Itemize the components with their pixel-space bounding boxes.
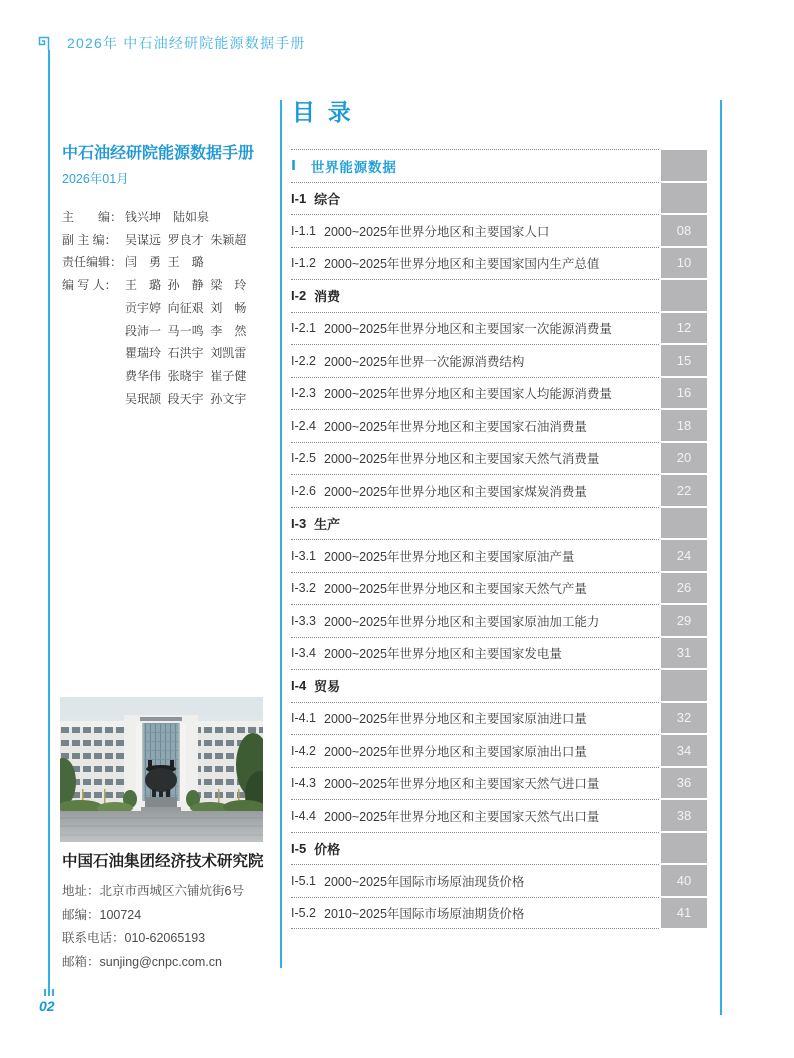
toc-row-title: 2010~2025年国际市场原油期货价格 [324, 906, 525, 921]
toc-row-text [291, 149, 659, 182]
toc-page-box: 20 [661, 443, 707, 474]
toc-row-id: I-4.3 [291, 776, 317, 791]
toc-row-title: 世界能源数据 [310, 159, 397, 175]
toc-row-title: 2000~2025年世界分地区和主要国家煤炭消费量 [324, 484, 587, 499]
toc-page-box: 15 [661, 345, 707, 376]
toc-row-title: 2000~2025年世界分地区和主要国家原油进口量 [324, 712, 587, 727]
toc-title: 目 录 [292, 99, 351, 125]
toc-row-id: I-3.2 [291, 581, 317, 596]
editor-role-label: 副 主 编： [62, 232, 117, 247]
toc-row-text [291, 182, 659, 215]
toc-row[interactable] [291, 832, 707, 865]
toc-row-text [291, 799, 659, 832]
editor-role-label [62, 320, 125, 343]
toc-row-id: I-1.2 [291, 256, 317, 271]
toc-page-box [661, 833, 707, 864]
editor-names: 瞿瑞玲 石洪宇 刘凯雷 [125, 346, 247, 361]
editor-names: 段沛一 马一鸣 李 然 [125, 323, 247, 338]
toc-page-box: 26 [661, 573, 707, 604]
toc-row-title: 2000~2025年世界分地区和主要国家天然气消费量 [324, 452, 600, 467]
page-number: 02 [39, 998, 55, 1014]
editor-role-label [62, 342, 125, 365]
toc-row[interactable] [291, 539, 707, 572]
contact-line-postcode: 邮编：100724 [62, 907, 142, 922]
toc-row[interactable] [291, 669, 707, 702]
toc-row-text [291, 702, 659, 735]
toc-row-text [291, 767, 659, 800]
toc-row[interactable] [291, 214, 707, 247]
toc-row-title: 2000~2025年世界分地区和主要国家国内生产总值 [324, 257, 600, 272]
toc-row-text [291, 604, 659, 637]
toc-row-id: I-3.1 [291, 548, 317, 563]
edition-date: 2026年01月 [62, 172, 129, 186]
toc-page-box: 22 [661, 475, 707, 506]
editor-names: 费华伟 张晓宇 崔子健 [125, 368, 247, 383]
editor-line [62, 206, 246, 229]
toc-row-id: I-3 [291, 515, 307, 531]
toc-row-text [291, 669, 659, 702]
toc-row-id: I-1 [291, 190, 307, 206]
toc-row-id: I-4 [291, 678, 307, 694]
toc-row[interactable] [291, 702, 707, 735]
toc-row-title: 2000~2025年世界分地区和主要国家原油出口量 [324, 744, 587, 759]
toc-page-box: 40 [661, 865, 707, 896]
editor-role-label [62, 365, 125, 388]
toc-row[interactable] [291, 799, 707, 832]
toc-row[interactable] [291, 637, 707, 670]
toc-page-box: 16 [661, 378, 707, 409]
toc-row-text [291, 279, 659, 312]
toc-row-title: 消费 [314, 289, 341, 305]
organization-name: 中国石油集团经济技术研究院 [62, 853, 264, 870]
editor-names: 吴珉颉 段天宇 孙文宇 [125, 391, 247, 406]
editor-role-label: 责任编辑： [62, 255, 123, 270]
page-header-title: 2026年 中石油经研院能源数据手册 [67, 35, 306, 51]
toc-page-box [661, 670, 707, 701]
editor-line [62, 320, 246, 343]
editor-role-label: 编 写 人： [62, 278, 117, 293]
toc-row[interactable] [291, 409, 707, 442]
toc-row[interactable] [291, 182, 707, 215]
toc-page-box: 29 [661, 605, 707, 636]
toc-row-id: I-2.2 [291, 353, 317, 368]
toc-page-box [661, 183, 707, 214]
toc-page-box: 18 [661, 410, 707, 441]
toc-row-title: 2000~2025年世界分地区和主要国家人均能源消费量 [324, 387, 612, 402]
toc-row[interactable] [291, 442, 707, 475]
toc-row-text [291, 539, 659, 572]
toc-row[interactable] [291, 897, 707, 930]
toc-row-title: 2000~2025年国际市场原油现货价格 [324, 874, 525, 889]
toc-row-id: I-5.1 [291, 873, 317, 888]
toc-row-id: I-2.3 [291, 386, 317, 401]
editor-names: 王 璐 孙 静 梁 玲 [125, 278, 247, 293]
toc-row[interactable] [291, 149, 707, 182]
toc-page-box: 36 [661, 768, 707, 799]
toc-row[interactable] [291, 767, 707, 800]
contact-block [62, 880, 244, 974]
toc-row-title: 价格 [314, 841, 341, 857]
toc-row[interactable] [291, 247, 707, 280]
toc-row-text [291, 247, 659, 280]
toc-row[interactable] [291, 572, 707, 605]
toc-row[interactable] [291, 377, 707, 410]
toc-row[interactable] [291, 344, 707, 377]
toc-page-box: 32 [661, 703, 707, 734]
toc-row-title: 2000~2025年世界分地区和主要国家人口 [324, 224, 550, 239]
editor-role-label [62, 297, 125, 320]
toc-row-title: 2000~2025年世界分地区和主要国家天然气进口量 [324, 777, 600, 792]
toc-page-box: 10 [661, 248, 707, 279]
toc-row-title: 2000~2025年世界分地区和主要国家原油产量 [324, 549, 575, 564]
editor-role-label [62, 388, 125, 411]
toc-row-title: 2000~2025年世界分地区和主要国家天然气产量 [324, 582, 587, 597]
editor-names: 吴谋远 罗良才 朱颖超 [125, 232, 247, 247]
editor-line [62, 274, 246, 297]
toc-row-text [291, 312, 659, 345]
footer-bars-icon [44, 986, 54, 996]
toc-row-id: I-2.1 [291, 321, 317, 336]
toc-row[interactable] [291, 864, 707, 897]
toc-row-text [291, 637, 659, 670]
toc-row-id: I-2.6 [291, 483, 317, 498]
toc-row-text [291, 864, 659, 897]
toc-row-text [291, 214, 659, 247]
toc-row-title: 综合 [314, 191, 341, 207]
editor-line [62, 342, 246, 365]
toc-row[interactable] [291, 507, 707, 540]
toc-row-text [291, 377, 659, 410]
toc-row-id: I-4.2 [291, 743, 317, 758]
toc-row-id: Ⅰ [291, 157, 297, 173]
toc-list [291, 149, 707, 929]
toc-page-box [661, 508, 707, 539]
toc-row-id: I-4.1 [291, 711, 317, 726]
toc-row-id: I-3.3 [291, 613, 317, 628]
toc-row-id: I-5 [291, 840, 307, 856]
toc-row[interactable] [291, 312, 707, 345]
toc-row-text [291, 474, 659, 507]
toc-row-title: 2000~2025年世界分地区和主要国家原油加工能力 [324, 614, 600, 629]
toc-row[interactable] [291, 279, 707, 312]
toc-page-box [661, 150, 707, 181]
toc-page-box: 08 [661, 215, 707, 246]
toc-row-title: 2000~2025年世界一次能源消费结构 [324, 354, 525, 369]
toc-row-title: 2000~2025年世界分地区和主要国家天然气出口量 [324, 809, 600, 824]
toc-row-id: I-2 [291, 288, 307, 304]
toc-row-title: 2000~2025年世界分地区和主要国家一次能源消费量 [324, 322, 612, 337]
toc-row-text [291, 832, 659, 865]
toc-row[interactable] [291, 474, 707, 507]
toc-row-text [291, 572, 659, 605]
toc-page-box: 31 [661, 638, 707, 669]
toc-row-text [291, 409, 659, 442]
editor-names: 闫 勇 王 璐 [125, 255, 204, 270]
toc-row-text [291, 734, 659, 767]
editor-line [62, 297, 246, 320]
toc-row-text [291, 442, 659, 475]
toc-page-box: 41 [661, 898, 707, 929]
contact-line-address: 地址：北京市西城区六铺炕街6号 [62, 884, 244, 898]
editor-line [62, 365, 246, 388]
booklet-title: 中石油经研院能源数据手册 [62, 145, 255, 162]
left-accent-line [48, 50, 50, 988]
toc-row-id: I-3.4 [291, 646, 317, 661]
contact-line-phone: 联系电话：010-62065193 [62, 931, 206, 945]
editor-names: 钱兴坤 陆如泉 [125, 210, 210, 224]
right-accent-line [720, 100, 722, 1015]
toc-row-text [291, 897, 659, 930]
toc-page-box [661, 280, 707, 311]
editor-line [62, 229, 246, 252]
toc-row-id: I-5.2 [291, 905, 317, 920]
toc-row-text [291, 507, 659, 540]
toc-row-title: 2000~2025年世界分地区和主要国家发电量 [324, 647, 562, 662]
toc-row-text [291, 344, 659, 377]
toc-row-id: I-1.1 [291, 223, 317, 238]
toc-page-box: 38 [661, 800, 707, 831]
toc-row[interactable] [291, 734, 707, 767]
editor-names: 贡宇婷 向征艰 刘 畅 [125, 300, 247, 315]
building-photo [60, 697, 263, 842]
toc-row-id: I-2.4 [291, 418, 317, 433]
editors-block [62, 206, 246, 410]
toc-row-id: I-4.4 [291, 808, 317, 823]
editor-role-label: 主 编： [62, 210, 123, 224]
contact-line-email: 邮箱：sunjing@cnpc.com.cn [62, 954, 222, 969]
toc-row-title: 2000~2025年世界分地区和主要国家石油消费量 [324, 419, 587, 434]
toc-page-box: 24 [661, 540, 707, 571]
toc-row-id: I-2.5 [291, 451, 317, 466]
toc-row[interactable] [291, 604, 707, 637]
toc-page-box: 12 [661, 313, 707, 344]
editor-line [62, 388, 246, 411]
toc-row-title: 生产 [314, 516, 341, 532]
toc-row-title: 贸易 [314, 679, 341, 695]
toc-page-box: 34 [661, 735, 707, 766]
column-divider-line [280, 100, 282, 968]
editor-line [62, 251, 246, 274]
